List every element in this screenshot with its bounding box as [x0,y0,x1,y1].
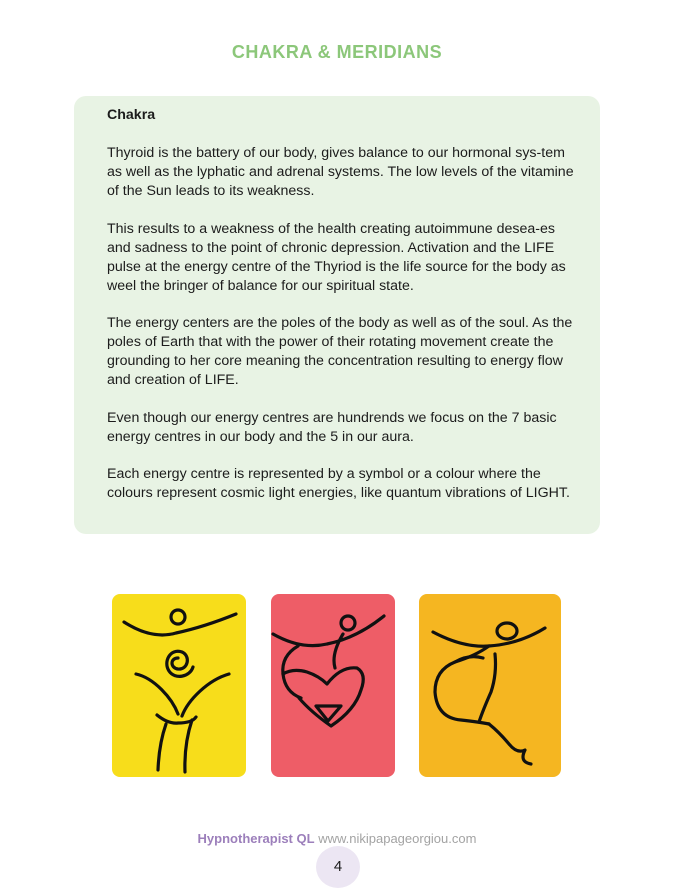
footer-website: www.nikipapageorgiou.com [318,831,477,846]
symbol-card-yellow [112,594,246,777]
heart-figure-icon [271,594,395,777]
paragraph-energy-centres: Even though our energy centres are hundrends we focus on the 7 basic energy centres in our body and the 5 in our aura. [107,409,557,445]
panel-heading: Chakra [107,107,156,123]
symbol-card-red [271,594,395,777]
chakra-symbols [0,594,674,780]
footer [0,831,674,846]
paragraph-thyroid: Thyroid is the battery of our body, gives balance to our hormonal sys-tem as well as the lyphatic and adrenal systems. The low levels of the vitamine of the Sun leads to its weakness. [107,145,574,199]
page-number-badge: 4 [316,846,360,888]
chakra-text-panel [74,96,600,534]
symbol-card-orange [419,594,561,777]
dancing-figure-icon [419,594,561,777]
paragraph-poles: The energy centers are the poles of the body as well as of the soul. As the poles of Earth that with the power of their rotating movement create the grounding to her core meaning the concentration resulting to energy flow and creation of LIFE. [107,315,573,388]
page-title: CHAKRA & MERIDIANS [231,42,443,62]
spiral-figure-icon [112,594,246,777]
footer-brand: Hypnotherapist QL [197,831,315,846]
paragraph-colours: Each energy centre is represented by a symbol or a colour where the colours represent cosmic light energies, like quantum vibrations of LIGHT. [107,466,570,501]
paragraph-weakness: This results to a weakness of the health creating autoimmune desea-es and sadness to the point of chronic depression. Activation and the LIFE pulse at the energy centre of the Thyriod is the life source for the body as weel the bringer of balance for our spiritual state. [107,220,566,294]
